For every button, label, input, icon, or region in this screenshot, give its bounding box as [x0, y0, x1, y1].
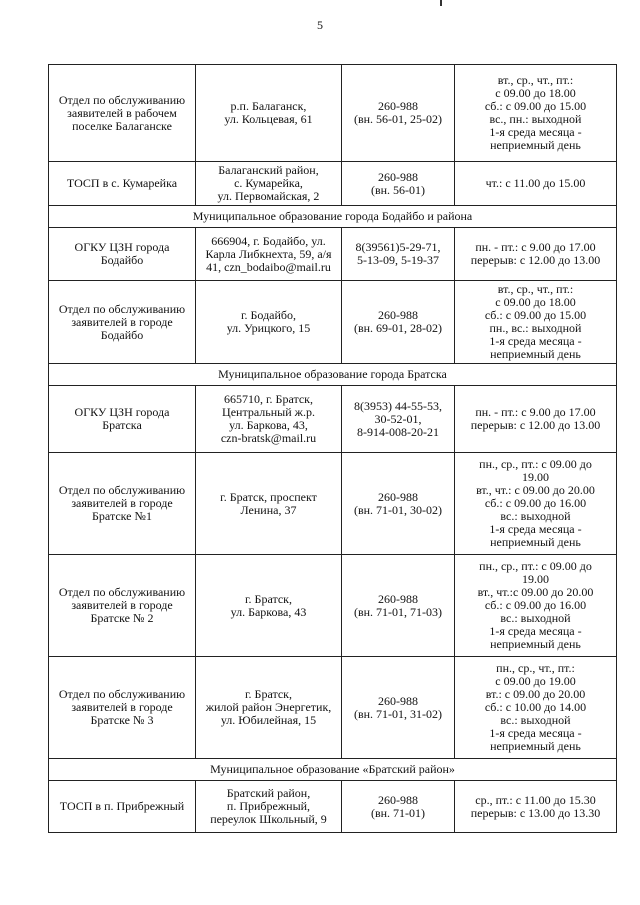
- office-address-cell: [196, 386, 342, 453]
- office-phone-line: (вн. 71-01, 30-02): [353, 502, 443, 517]
- office-name-line: заявителей в городе: [71, 496, 173, 510]
- office-hours-line: ср., пт.: с 11.00 до 15.30: [475, 792, 596, 807]
- office-hours-cell: [455, 228, 617, 281]
- office-name-line: ТОСП в п. Прибрежный: [59, 799, 185, 813]
- office-hours-line: вт., чт.:с 09.00 до 20.00: [477, 585, 594, 599]
- office-row: [49, 453, 617, 555]
- office-row: [49, 281, 617, 364]
- office-address-line: ул. Кольцевая, 61: [224, 112, 313, 126]
- office-hours-line: вс.: выходной: [500, 611, 571, 625]
- office-name-cell: [49, 555, 196, 657]
- office-hours-line: сб.: с 09.00 до 16.00: [484, 496, 587, 510]
- scan-mark: [440, 0, 442, 6]
- office-phone-line: 8(3953) 44-55-53,: [354, 398, 442, 413]
- office-phone-line: (вн. 71-01, 31-02): [353, 706, 443, 721]
- office-hours-cell: [455, 453, 617, 555]
- office-hours-line: 1-я среда месяца -: [489, 726, 582, 740]
- office-hours-line: сб.: с 09.00 до 15.00: [484, 99, 587, 113]
- office-hours-line: неприемный день: [490, 637, 581, 651]
- office-phone-line: (вн. 56-01, 25-02): [353, 112, 443, 126]
- office-hours-line: 19.00: [522, 572, 549, 586]
- office-row: [49, 65, 617, 162]
- page-number: 5: [317, 18, 323, 32]
- office-phone-cell: [342, 555, 455, 657]
- office-name-line: Бодайбо: [100, 327, 144, 342]
- office-name-line: Отдел по обслуживанию: [58, 301, 186, 316]
- municipality-header-row: [49, 206, 617, 228]
- office-hours-line: пн. - пт.: с 9.00 до 17.00: [475, 405, 596, 419]
- office-hours-line: 1-я среда месяца -: [489, 125, 582, 139]
- office-name-line: заявителей в городе: [71, 598, 173, 612]
- office-hours-line: вт.: с 09.00 до 20.00: [485, 687, 586, 701]
- office-address-line: 41, czn_bodaibo@mail.ru: [206, 259, 331, 274]
- office-address-line: с. Кумарейка,: [234, 176, 303, 190]
- office-address-line: ул. Первомайская, 2: [217, 189, 320, 203]
- office-name-line: заявителей в городе: [71, 314, 173, 329]
- office-address-line: г. Братск,: [244, 687, 293, 701]
- office-name-line: Отдел по обслуживанию: [58, 687, 186, 701]
- office-phone-cell: [342, 657, 455, 759]
- office-row: [49, 162, 617, 206]
- office-row: [49, 386, 617, 453]
- office-name-cell: [49, 65, 196, 162]
- office-name-line: Братска: [102, 418, 142, 432]
- office-name-cell: [49, 162, 196, 206]
- office-name-line: Отдел по обслуживанию: [58, 483, 186, 497]
- office-phone-line: 260-988: [378, 792, 418, 807]
- office-hours-line: пн., ср., пт.: с 09.00 до: [479, 457, 592, 471]
- office-hours-cell: [455, 162, 617, 206]
- office-hours-cell: [455, 657, 617, 759]
- office-name-cell: [49, 453, 196, 555]
- office-address-line: 665710, г. Братск,: [223, 392, 314, 406]
- office-phone-line: 260-988: [378, 99, 418, 113]
- office-address-cell: [196, 453, 342, 555]
- office-address-line: г. Братск,: [244, 591, 293, 606]
- office-hours-line: вс.: выходной: [500, 713, 571, 727]
- office-hours-line: с 09.00 до 18.00: [495, 86, 576, 100]
- office-hours-cell: [455, 281, 617, 364]
- office-hours-line: неприемный день: [490, 739, 581, 753]
- municipality-title: Муниципальное образование города Братска: [49, 364, 617, 386]
- office-hours-line: пн. - пт.: с 9.00 до 17.00: [475, 240, 596, 254]
- office-hours-line: вс.: выходной: [500, 509, 571, 523]
- office-name-line: заявителей в рабочем: [67, 105, 177, 120]
- office-address-line: п. Прибрежный,: [226, 799, 311, 813]
- office-name-line: Бодайбо: [100, 253, 144, 267]
- office-phone-cell: [342, 453, 455, 555]
- office-address-line: Карла Либкнехта, 59, а/я: [205, 246, 332, 261]
- office-hours-cell: [455, 555, 617, 657]
- office-address-line: 666904, г. Бодайбо, ул.: [211, 233, 326, 248]
- office-phone-cell: [342, 781, 455, 833]
- office-address-cell: [196, 162, 342, 206]
- municipality-title: Муниципальное образование города Бодайбо и района: [49, 206, 617, 228]
- office-address-line: переулок Школьный, 9: [210, 812, 327, 826]
- office-hours-line: вт., чт.: с 09.00 до 20.00: [476, 483, 595, 497]
- office-name-line: Братске № 2: [90, 611, 154, 625]
- office-phone-cell: [342, 162, 455, 206]
- office-hours-line: 19.00: [522, 470, 549, 484]
- office-hours-line: перерыв: с 12.00 до 13.00: [470, 253, 601, 267]
- office-address-cell: [196, 555, 342, 657]
- office-phone-line: 8(39561)5-29-71,: [355, 240, 441, 254]
- office-address-line: ул. Баркова, 43: [230, 604, 307, 619]
- office-hours-line: неприемный день: [490, 347, 581, 361]
- office-hours-cell: [455, 386, 617, 453]
- office-hours-line: пн., вс.: выходной: [489, 321, 582, 335]
- office-hours-line: неприемный день: [490, 138, 581, 152]
- office-phone-line: 5-13-09, 5-19-37: [357, 253, 439, 267]
- office-address-cell: [196, 657, 342, 759]
- office-row: [49, 228, 617, 281]
- office-phone-cell: [342, 386, 455, 453]
- office-phone-line: (вн. 56-01): [370, 182, 426, 197]
- office-address-line: Ленина, 37: [240, 502, 297, 517]
- office-hours-line: 1-я среда месяца -: [489, 522, 582, 536]
- office-hours-line: вт., ср., чт., пт.:: [497, 282, 574, 296]
- office-hours-line: перерыв: с 13.00 до 13.30: [470, 805, 601, 820]
- office-hours-line: 1-я среда месяца -: [489, 334, 582, 348]
- office-hours-line: с 09.00 до 18.00: [495, 295, 576, 309]
- office-address-line: ул. Урицкого, 15: [226, 321, 311, 335]
- office-phone-cell: [342, 281, 455, 364]
- office-phone-cell: [342, 65, 455, 162]
- office-phone-line: 260-988: [378, 591, 418, 606]
- office-phone-line: 260-988: [378, 693, 418, 708]
- office-hours-line: вс., пн.: выходной: [489, 112, 582, 126]
- office-name-line: ТОСП в с. Кумарейка: [66, 176, 178, 190]
- office-address-line: Балаганский район,: [218, 163, 319, 177]
- office-name-cell: [49, 781, 196, 833]
- office-phone-line: 30-52-01,: [374, 411, 422, 426]
- office-phone-line: 8-914-008-20-21: [357, 424, 439, 439]
- office-name-line: ОГКУ ЦЗН города: [74, 405, 170, 419]
- office-name-line: заявителей в городе: [71, 700, 173, 714]
- office-name-cell: [49, 281, 196, 364]
- office-hours-line: 1-я среда месяца -: [489, 624, 582, 638]
- municipality-title: Муниципальное образование «Братский район»: [49, 759, 617, 781]
- office-hours-cell: [455, 781, 617, 833]
- office-phone-line: (вн. 71-01): [370, 805, 426, 820]
- office-phone-line: 260-988: [378, 489, 418, 504]
- office-row: [49, 555, 617, 657]
- office-phone-line: 260-988: [378, 308, 418, 322]
- office-address-cell: [196, 65, 342, 162]
- office-name-line: поселке Балаганске: [72, 118, 172, 133]
- office-hours-line: сб.: с 09.00 до 16.00: [484, 598, 587, 612]
- office-address-line: Центральный ж.р.: [222, 405, 315, 419]
- office-address-cell: [196, 228, 342, 281]
- municipality-header-row: [49, 759, 617, 781]
- office-name-cell: [49, 386, 196, 453]
- office-hours-line: пн., ср., чт., пт.:: [496, 661, 575, 675]
- office-address-cell: [196, 281, 342, 364]
- municipality-header-row: [49, 364, 617, 386]
- office-hours-line: с 09.00 до 19.00: [495, 674, 576, 688]
- office-hours-line: сб.: с 09.00 до 15.00: [484, 308, 587, 322]
- office-hours-line: пн., ср., пт.: с 09.00 до: [479, 559, 592, 573]
- office-address-line: г. Бодайбо,: [240, 308, 297, 322]
- offices-table-body: [49, 65, 617, 833]
- office-address-line: г. Братск, проспект: [220, 489, 317, 504]
- office-address-line: czn-bratsk@mail.ru: [220, 431, 317, 445]
- office-address-line: р.п. Балаганск,: [230, 99, 307, 113]
- office-name-line: Отдел по обслуживанию: [58, 585, 186, 599]
- office-address-line: Братский район,: [226, 786, 311, 800]
- office-name-line: ОГКУ ЦЗН города: [74, 240, 170, 254]
- office-hours-line: перерыв: с 12.00 до 13.00: [470, 418, 601, 432]
- office-name-line: Отдел по обслуживанию: [58, 92, 186, 107]
- office-hours-line: вт., ср., чт., пт.:: [497, 73, 574, 87]
- office-row: [49, 781, 617, 833]
- office-address-line: ул. Юбилейная, 15: [220, 713, 317, 727]
- office-name-cell: [49, 228, 196, 281]
- office-name-line: Братске №1: [92, 509, 152, 523]
- office-address-line: ул. Баркова, 43,: [229, 418, 308, 432]
- office-phone-cell: [342, 228, 455, 281]
- office-hours-line: чт.: с 11.00 до 15.00: [485, 176, 586, 190]
- office-hours-line: сб.: с 10.00 до 14.00: [484, 700, 587, 714]
- office-hours-line: неприемный день: [490, 535, 581, 549]
- office-name-line: Братске № 3: [90, 713, 154, 727]
- office-phone-line: (вн. 71-01, 71-03): [353, 604, 443, 619]
- office-phone-line: 260-988: [378, 169, 418, 184]
- office-phone-line: (вн. 69-01, 28-02): [353, 321, 443, 335]
- offices-table: [48, 64, 617, 833]
- office-name-cell: [49, 657, 196, 759]
- office-row: [49, 657, 617, 759]
- office-hours-cell: [455, 65, 617, 162]
- office-address-cell: [196, 781, 342, 833]
- office-address-line: жилой район Энергетик,: [205, 700, 332, 714]
